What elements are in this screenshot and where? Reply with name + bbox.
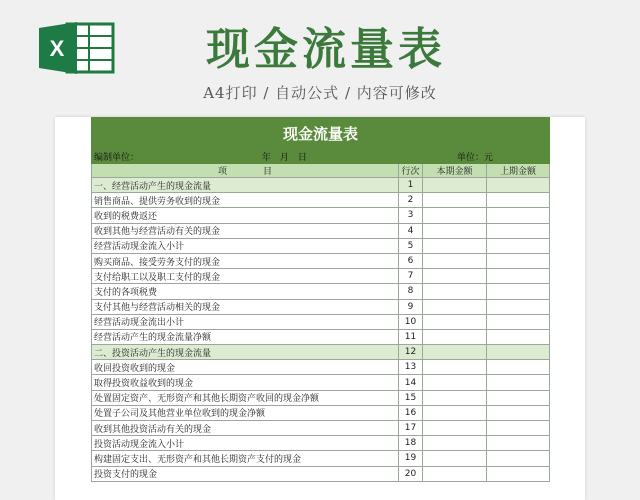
table-row xyxy=(92,405,550,420)
row-label: 处置子公司及其他营业单位收到的现金净额 xyxy=(92,405,399,420)
current-amount-cell[interactable] xyxy=(423,208,487,223)
row-label: 支付给职工以及职工支付的现金 xyxy=(92,269,399,284)
spreadsheet-sheet xyxy=(55,117,585,500)
row-number: 5 xyxy=(399,238,423,253)
row-label: 经营活动产生的现金流量净额 xyxy=(92,329,399,344)
current-amount-cell[interactable] xyxy=(423,269,487,284)
table-row xyxy=(92,223,550,238)
row-number: 10 xyxy=(399,314,423,329)
previous-amount-cell[interactable] xyxy=(487,451,550,466)
row-number: 17 xyxy=(399,421,423,436)
table-row xyxy=(92,208,550,223)
row-number: 19 xyxy=(399,451,423,466)
current-amount-cell[interactable] xyxy=(423,436,487,451)
row-number: 20 xyxy=(399,466,423,481)
row-label: 收回投资收到的现金 xyxy=(92,360,399,375)
page-subtitle: A4打印 / 自动公式 / 内容可修改 xyxy=(203,84,437,102)
table-row xyxy=(92,451,550,466)
currency-label: 单位：元 xyxy=(423,150,550,164)
row-number: 6 xyxy=(399,253,423,268)
row-number: 1 xyxy=(399,178,423,193)
column-header-row xyxy=(92,164,550,178)
current-amount-cell[interactable] xyxy=(423,405,487,420)
previous-amount-cell[interactable] xyxy=(487,360,550,375)
previous-amount-cell[interactable] xyxy=(487,193,550,208)
row-label: 二、投资活动产生的现金流量 xyxy=(92,345,399,360)
current-amount-cell[interactable] xyxy=(423,390,487,405)
previous-amount-cell[interactable] xyxy=(487,405,550,420)
row-number: 16 xyxy=(399,405,423,420)
previous-amount-cell[interactable] xyxy=(487,253,550,268)
row-number: 9 xyxy=(399,299,423,314)
previous-amount-cell[interactable] xyxy=(487,208,550,223)
previous-amount-cell[interactable] xyxy=(487,178,550,193)
row-label: 购买商品、接受劳务支付的现金 xyxy=(92,253,399,268)
column-header: 本期金额 xyxy=(423,164,487,178)
table-row xyxy=(92,329,550,344)
previous-amount-cell[interactable] xyxy=(487,390,550,405)
table-row xyxy=(92,345,550,360)
table-row xyxy=(92,390,550,405)
sheet-info-row xyxy=(92,150,423,164)
previous-amount-cell[interactable] xyxy=(487,375,550,390)
table-row xyxy=(92,466,550,481)
current-amount-cell[interactable] xyxy=(423,421,487,436)
row-label: 销售商品、提供劳务收到的现金 xyxy=(92,193,399,208)
row-label: 取得投资收益收到的现金 xyxy=(92,375,399,390)
column-header: 行次 xyxy=(399,164,423,178)
row-number: 7 xyxy=(399,269,423,284)
current-amount-cell[interactable] xyxy=(423,223,487,238)
unit-label: 编制单位： xyxy=(94,153,140,163)
previous-amount-cell[interactable] xyxy=(487,238,550,253)
excel-logo-icon xyxy=(37,20,119,76)
previous-amount-cell[interactable] xyxy=(487,466,550,481)
table-row xyxy=(92,193,550,208)
row-label: 收到其他与经营活动有关的现金 xyxy=(92,223,399,238)
row-number: 3 xyxy=(399,208,423,223)
table-row xyxy=(92,421,550,436)
current-amount-cell[interactable] xyxy=(423,360,487,375)
row-label: 收到其他投资活动有关的现金 xyxy=(92,421,399,436)
row-label: 构建固定支出、无形资产和其他长期资产支付的现金 xyxy=(92,451,399,466)
row-label: 支付的各项税费 xyxy=(92,284,399,299)
previous-amount-cell[interactable] xyxy=(487,345,550,360)
date-label: 年 月 日 xyxy=(261,153,307,163)
current-amount-cell[interactable] xyxy=(423,253,487,268)
current-amount-cell[interactable] xyxy=(423,178,487,193)
row-number: 15 xyxy=(399,390,423,405)
current-amount-cell[interactable] xyxy=(423,284,487,299)
current-amount-cell[interactable] xyxy=(423,375,487,390)
page-title: 现金流量表 xyxy=(206,24,446,75)
current-amount-cell[interactable] xyxy=(423,193,487,208)
table-row xyxy=(92,284,550,299)
previous-amount-cell[interactable] xyxy=(487,314,550,329)
table-row xyxy=(92,436,550,451)
table-row xyxy=(92,314,550,329)
previous-amount-cell[interactable] xyxy=(487,269,550,284)
current-amount-cell[interactable] xyxy=(423,314,487,329)
row-number: 14 xyxy=(399,375,423,390)
row-label: 投资活动现金流入小计 xyxy=(92,436,399,451)
table-row xyxy=(92,238,550,253)
row-number: 13 xyxy=(399,360,423,375)
current-amount-cell[interactable] xyxy=(423,345,487,360)
current-amount-cell[interactable] xyxy=(423,451,487,466)
previous-amount-cell[interactable] xyxy=(487,284,550,299)
previous-amount-cell[interactable] xyxy=(487,436,550,451)
previous-amount-cell[interactable] xyxy=(487,299,550,314)
row-label: 收到的税费返还 xyxy=(92,208,399,223)
previous-amount-cell[interactable] xyxy=(487,421,550,436)
row-number: 11 xyxy=(399,329,423,344)
row-label: 经营活动现金流出小计 xyxy=(92,314,399,329)
excel-logo-letter: X xyxy=(49,36,65,61)
table-row xyxy=(92,178,550,193)
table-row xyxy=(92,360,550,375)
table-row xyxy=(92,253,550,268)
column-header: 项 目 xyxy=(92,164,399,178)
row-label: 一、经营活动产生的现金流量 xyxy=(92,178,399,193)
row-label: 支付其他与经营活动相关的现金 xyxy=(92,299,399,314)
row-label: 处置固定资产、无形资产和其他长期资产收回的现金净额 xyxy=(92,390,399,405)
row-number: 8 xyxy=(399,284,423,299)
current-amount-cell[interactable] xyxy=(423,238,487,253)
table-row xyxy=(92,269,550,284)
current-amount-cell[interactable] xyxy=(423,466,487,481)
row-label: 投资支付的现金 xyxy=(92,466,399,481)
row-number: 2 xyxy=(399,193,423,208)
row-number: 18 xyxy=(399,436,423,451)
column-header: 上期金额 xyxy=(487,164,550,178)
table-row xyxy=(92,299,550,314)
previous-amount-cell[interactable] xyxy=(487,329,550,344)
previous-amount-cell[interactable] xyxy=(487,223,550,238)
current-amount-cell[interactable] xyxy=(423,329,487,344)
sheet-title: 现金流量表 xyxy=(92,118,550,150)
row-number: 12 xyxy=(399,345,423,360)
row-label: 经营活动现金流入小计 xyxy=(92,238,399,253)
current-amount-cell[interactable] xyxy=(423,299,487,314)
cash-flow-table xyxy=(91,117,550,482)
row-number: 4 xyxy=(399,223,423,238)
table-row xyxy=(92,375,550,390)
